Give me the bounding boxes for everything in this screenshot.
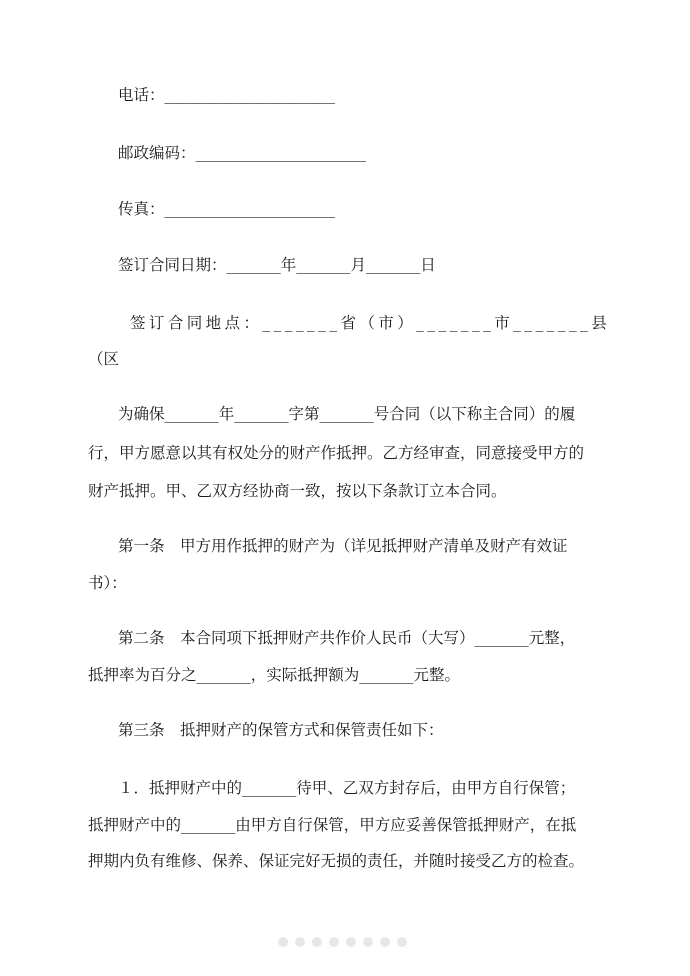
- signing-place-continued: （区: [88, 350, 120, 368]
- phone-line: 电话：______________________: [118, 86, 336, 104]
- page-dot: [380, 937, 390, 947]
- preamble-line-1: 为确保_______年_______字第_______号合同（以下称主合同）的履: [118, 405, 576, 423]
- postal-code-line: 邮政编码：______________________: [118, 144, 367, 162]
- fax-line: 传真：______________________: [118, 200, 336, 218]
- clause-1-line-2: 抵押财产中的_______由甲方自行保管，甲方应妥善保管抵押财产，在抵: [88, 816, 577, 834]
- clause-1-line-3: 押期内负有维修、保养、保证完好无损的责任，并随时接受乙方的检查。: [88, 852, 585, 870]
- page-dot: [312, 937, 322, 947]
- page-dot: [278, 937, 288, 947]
- page-dot: [397, 937, 407, 947]
- article-3-heading: 第三条 抵押财产的保管方式和保管责任如下：: [118, 721, 444, 739]
- clause-1-line-1: １．抵押财产中的_______待甲、乙双方封存后，由甲方自行保管；: [118, 779, 576, 797]
- preamble-line-2: 行，甲方愿意以其有权处分的财产作抵押。乙方经审查，同意接受甲方的: [88, 444, 585, 462]
- article-2-line-1: 第二条 本合同项下抵押财产共作价人民币（大写）_______元整，: [118, 629, 576, 647]
- signing-date-line: 签订合同日期：_______年_______月_______日: [118, 256, 436, 274]
- page-dot: [329, 937, 339, 947]
- page-dot: [363, 937, 373, 947]
- article-1-line-2: 书）：: [88, 574, 127, 592]
- signing-place-line: 签订合同地点：_______省（市）_______市_______县: [130, 314, 611, 332]
- page-indicator: [278, 937, 407, 947]
- preamble-line-3: 财产抵押。甲、乙双方经协商一致，按以下条款订立本合同。: [88, 482, 507, 500]
- article-1-line-1: 第一条 甲方用作抵押的财产为（详见抵押财产清单及财产有效证: [118, 537, 568, 555]
- page-dot: [295, 937, 305, 947]
- article-2-line-2: 抵押率为百分之_______，实际抵押额为_______元整。: [88, 666, 461, 684]
- page-dot: [346, 937, 356, 947]
